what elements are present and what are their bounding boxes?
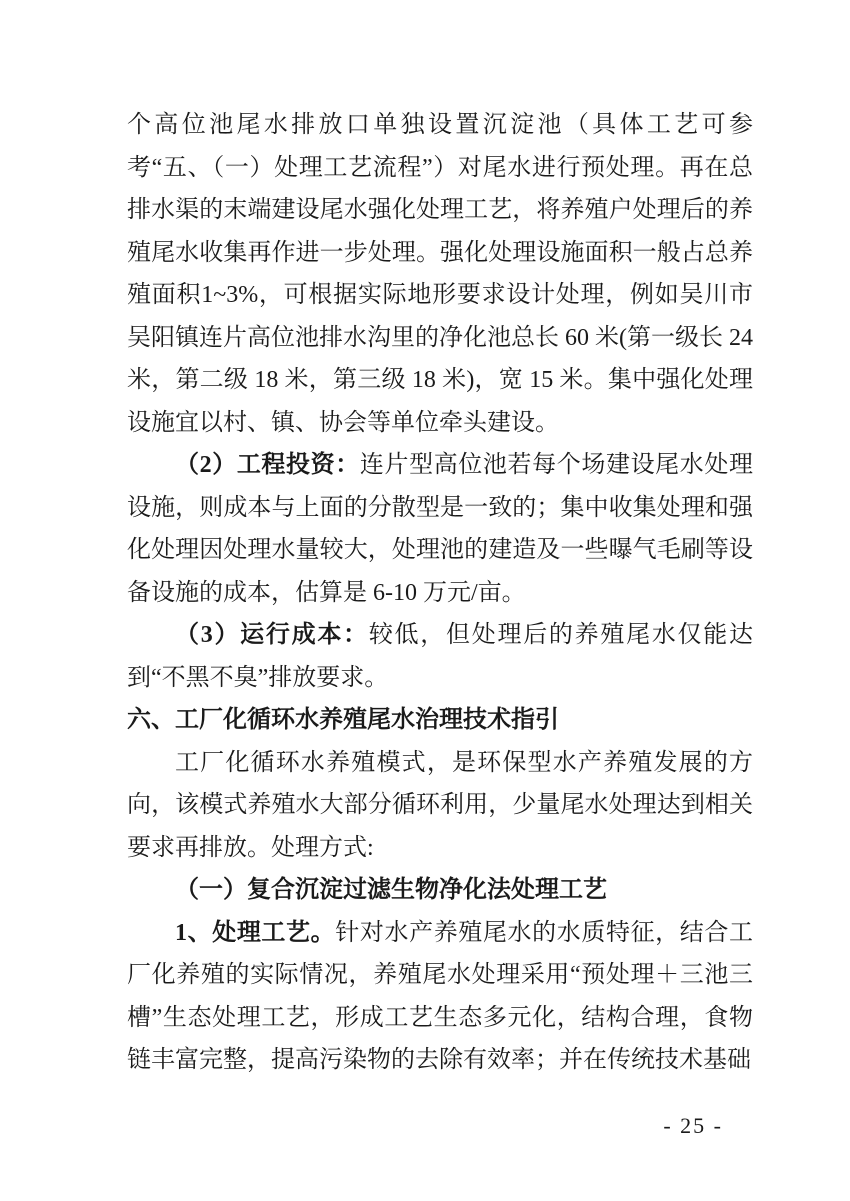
- paragraph-operating-cost-body: 较低，但处理后的养殖尾水仅能达到“不黑不臭”排放要求。: [127, 622, 754, 691]
- paragraph-continuation: [127, 104, 753, 444]
- paragraph-investment: [127, 444, 753, 614]
- paragraph-continuation-text: 个高位池尾水排放口单独设置沉淀池（具体工艺可参考“五、（一）处理工艺流程”）对尾水进行预处理。再在总排水渠的末端建设尾水强化处理工艺，将养殖户处理后的养殖尾水收集再作进一步处理。强化处理设施面积一般占总养殖面积1~3%，可根据实际地形要求设计处理，例如吴川市吴阳镇连片高位池排水沟里的净化池总长 60 米(第一级长 24 米，第二级 18 米，第三级 18 米)，宽 15 米。集中强化处理设施宜以村、镇、协会等单位牵头建设。: [127, 112, 753, 436]
- paragraph-intro-text: 工厂化循环水养殖模式，是环保型水产养殖发展的方向，该模式养殖水大部分循环利用，少量尾水处理达到相关要求再排放。处理方式:: [127, 749, 753, 861]
- paragraph-intro: [127, 742, 753, 870]
- paragraph-investment-lead: （2）工程投资：: [175, 452, 360, 478]
- paragraph-process: [127, 912, 753, 1082]
- subsection-heading-1: （一）复合沉淀过滤生物净化法处理工艺: [175, 877, 607, 903]
- paragraph-process-lead: 1、处理工艺。: [175, 919, 336, 946]
- text-block: [127, 104, 753, 1082]
- paragraph-process-body: 针对水产养殖尾水的水质特征，结合工厂化养殖的实际情况，养殖尾水处理采用“预处理＋三池三槽”生态处理工艺，形成工艺生态多元化，结构合理，食物链丰富完整，提高污染物的去除有效率；并在传统技术基础: [127, 919, 754, 1073]
- page-number: - 25 -: [663, 1113, 723, 1138]
- section-heading-6: 六、工厂化循环水养殖尾水治理技术指引: [127, 707, 559, 733]
- paragraph-operating-cost: [127, 614, 753, 699]
- paragraph-operating-cost-lead: （3）运行成本：: [175, 622, 369, 648]
- paragraph-investment-body: 连片型高位池若每个场建设尾水处理设施，则成本与上面的分散型是一致的；集中收集处理和强化处理因处理水量较大，处理池的建造及一些曝气毛刷等设备设施的成本，估算是 6-10 万元/亩。: [127, 452, 754, 606]
